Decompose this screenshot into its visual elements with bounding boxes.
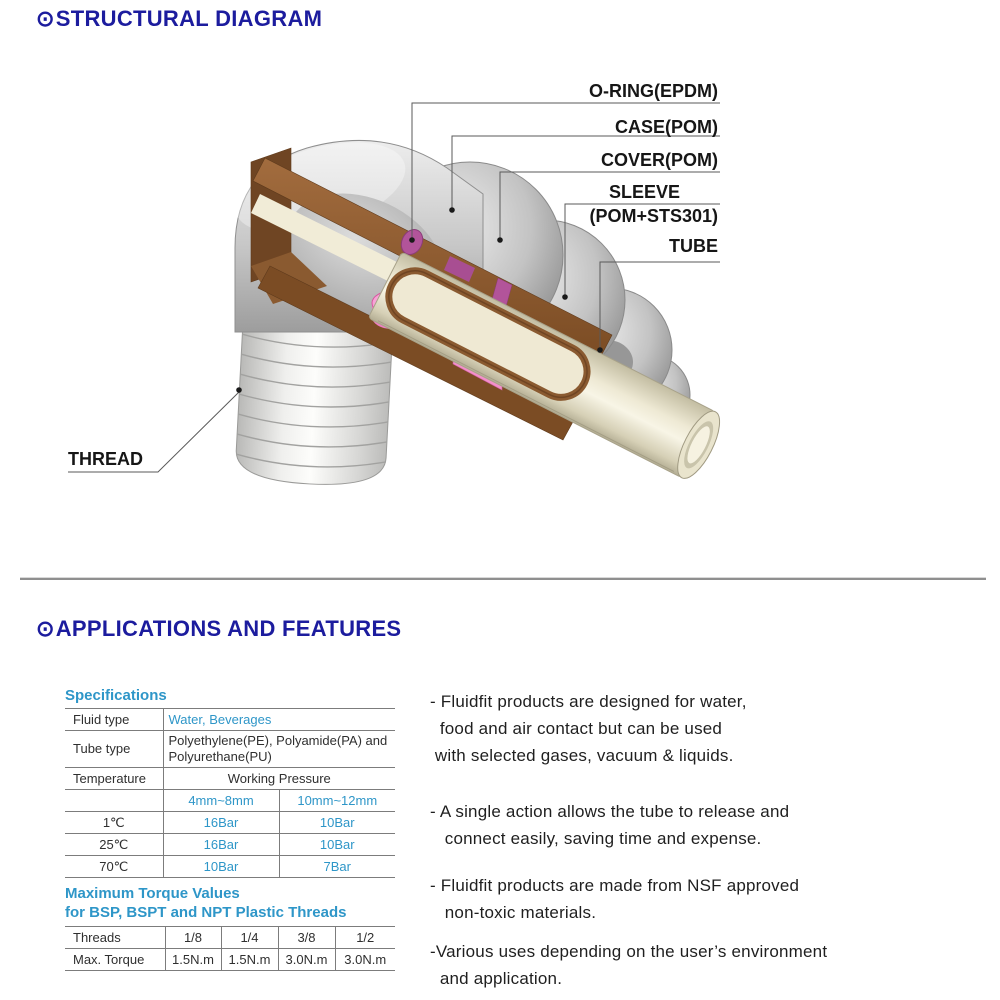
table-cell: 10Bar: [279, 834, 395, 856]
section-bullet-icon: ⊙: [36, 6, 55, 31]
torque-title: [65, 884, 346, 922]
specifications-table: [65, 708, 395, 878]
table-cell: 25℃: [65, 834, 163, 856]
table-row: [65, 834, 395, 856]
table-cell: Tube type: [65, 731, 163, 768]
table-row: [65, 812, 395, 834]
feature-line: food and air contact but can be used: [430, 719, 723, 738]
label-case: CASE(POM): [615, 117, 718, 137]
table-cell: Max. Torque: [65, 949, 165, 971]
table-cell: Working Pressure: [163, 768, 395, 790]
table-cell: 16Bar: [163, 834, 279, 856]
section-divider: [20, 577, 986, 580]
specifications-table-body: [65, 709, 395, 878]
table-cell: 16Bar: [163, 812, 279, 834]
torque-table: [65, 926, 395, 971]
feature-line: with selected gases, vacuum & liquids.: [430, 746, 734, 765]
section-bullet-icon: ⊙: [36, 616, 55, 641]
table-cell: 1.5N.m: [165, 949, 221, 971]
feature-line: connect easily, saving time and expense.: [430, 829, 762, 848]
table-cell: 10Bar: [279, 812, 395, 834]
table-cell: 7Bar: [279, 856, 395, 878]
structural-diagram-heading: [36, 6, 322, 32]
features-list: [430, 688, 995, 992]
table-cell: 10Bar: [163, 856, 279, 878]
table-cell: 10mm~12mm: [279, 790, 395, 812]
table-row: [65, 949, 395, 971]
table-row: [65, 768, 395, 790]
table-cell: 1.5N.m: [221, 949, 278, 971]
torque-table-body: [65, 927, 395, 971]
feature-line: non-toxic materials.: [430, 903, 597, 922]
table-cell: Threads: [65, 927, 165, 949]
table-row: [65, 731, 395, 768]
table-row: [65, 856, 395, 878]
label-thread: THREAD: [68, 449, 143, 469]
feature-item: [430, 872, 995, 926]
feature-item: [430, 798, 995, 852]
table-cell: Polyethylene(PE), Polyamide(PA) and Polyurethane(PU): [163, 731, 395, 768]
label-sleeve-material: (POM+STS301): [589, 206, 718, 226]
table-cell: Water, Beverages: [163, 709, 395, 731]
specifications-title: Specifications: [65, 687, 167, 704]
table-row: [65, 790, 395, 812]
feature-line: - A single action allows the tube to release and: [430, 802, 790, 821]
label-tube: TUBE: [669, 236, 718, 256]
torque-title-line2: for BSP, BSPT and NPT Plastic Threads: [65, 904, 347, 921]
table-cell: [65, 790, 163, 812]
table-cell: Temperature: [65, 768, 163, 790]
table-cell: 1/4: [221, 927, 278, 949]
label-o-ring: O-RING(EPDM): [589, 81, 718, 101]
table-cell: Fluid type: [65, 709, 163, 731]
feature-line: and application.: [430, 969, 563, 988]
feature-line: - Fluidfit products are designed for water,: [430, 692, 747, 711]
label-sleeve: SLEEVE: [608, 182, 680, 202]
table-cell: 1/2: [335, 927, 395, 949]
feature-line: -Various uses depending on the user’s environment: [430, 942, 828, 961]
table-cell: 1℃: [65, 812, 163, 834]
feature-item: [430, 938, 995, 992]
feature-line: - Fluidfit products are made from NSF approved: [430, 876, 800, 895]
torque-title-line1: Maximum Torque Values: [65, 885, 240, 902]
structural-diagram-title: STRUCTURAL DIAGRAM: [55, 6, 323, 31]
label-cover: COVER(POM): [601, 150, 718, 170]
table-cell: 4mm~8mm: [163, 790, 279, 812]
table-row: [65, 709, 395, 731]
table-row: [65, 927, 395, 949]
table-cell: 1/8: [165, 927, 221, 949]
table-cell: 70℃: [65, 856, 163, 878]
applications-heading: [36, 616, 401, 642]
table-cell: 3.0N.m: [335, 949, 395, 971]
feature-item: [430, 688, 995, 769]
table-cell: 3.0N.m: [278, 949, 335, 971]
applications-title: APPLICATIONS AND FEATURES: [55, 616, 402, 641]
table-cell: 3/8: [278, 927, 335, 949]
